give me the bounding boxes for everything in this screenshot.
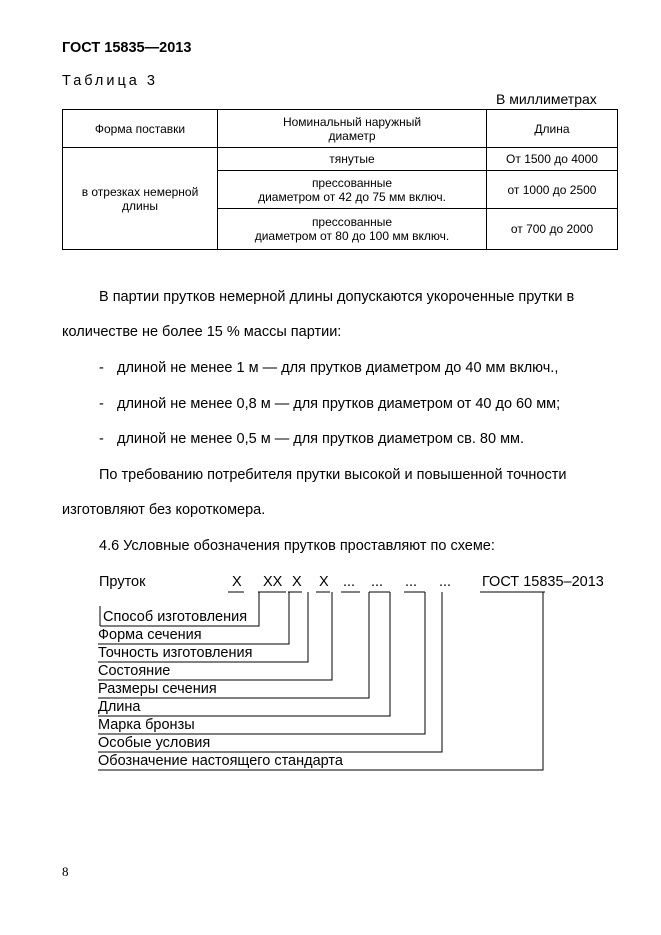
schema-slot: ... (343, 574, 356, 590)
schema-slot: ... (371, 574, 384, 590)
paragraph-line: В партии прутков немерной длины допускаются укороченные прутки в (99, 289, 575, 305)
schema-slot: Х (319, 574, 329, 590)
schema-slot: Х (232, 574, 242, 590)
schema-standard: ГОСТ 15835–2013 (482, 574, 604, 590)
paragraph-line: По требованию потребителя прутки высокой и повышенной точности (99, 467, 567, 483)
bullet-marker: - (99, 360, 104, 376)
schema-label-length: Длина (98, 699, 141, 715)
schema-label-manufacturing-accuracy: Точность изготовления (98, 645, 253, 661)
column-header-diameter: Номинальный наружный диаметр (218, 110, 487, 148)
column-header-supply-form: Форма поставки (63, 110, 218, 148)
schema-label-standard-designation: Обозначение настоящего стандарта (98, 753, 343, 769)
schema-label-section-shape: Форма сечения (98, 627, 202, 643)
bullet-item: длиной не менее 1 м — для прутков диаметром до 40 мм включ., (117, 360, 559, 376)
schema-slot: ... (439, 574, 452, 590)
bullet-item: длиной не менее 0,8 м — для прутков диаметром от 40 до 60 мм; (117, 396, 561, 412)
table-cell-diameter: тянутые (218, 148, 487, 171)
bullet-item: длиной не менее 0,5 м — для прутков диаметром св. 80 мм. (117, 431, 525, 447)
bullet-marker: - (99, 396, 104, 412)
column-header-length: Длина (487, 110, 618, 148)
schema-product-name: Пруток (99, 574, 146, 590)
schema-label-condition: Состояние (98, 663, 171, 679)
bullet-marker: - (99, 431, 104, 447)
schema-label-manufacturing-method: Способ изготовления (103, 609, 248, 625)
table-cell-diameter: прессованные диаметром от 80 до 100 мм включ. (218, 209, 487, 250)
schema-slot: Х (292, 574, 302, 590)
paragraph-line: изготовляют без короткомера. (62, 502, 266, 518)
table-cell-length: от 1000 до 2500 (487, 171, 618, 209)
table-cell-supply-form: в отрезках немерной длины (63, 148, 218, 250)
table-cell-diameter: прессованные диаметром от 42 до 75 мм включ. (218, 171, 487, 209)
schema-slot: ... (405, 574, 418, 590)
schema-label-bronze-grade: Марка бронзы (98, 717, 195, 733)
document-header: ГОСТ 15835—2013 (62, 40, 192, 56)
table-caption: Таблица 3 (62, 73, 158, 89)
schema-label-special-conditions: Особые условия (98, 735, 211, 751)
table-cell-length: от 700 до 2000 (487, 209, 618, 250)
page-number: 8 (62, 864, 69, 879)
paragraph-line: количестве не более 15 % массы партии: (62, 324, 342, 340)
table-units-note: В миллиметрах (496, 91, 597, 107)
schema-slot: ХХ (263, 574, 283, 590)
schema-label-section-dimensions: Размеры сечения (98, 681, 217, 697)
table-cell-length: От 1500 до 4000 (487, 148, 618, 171)
section-heading: 4.6 Условные обозначения прутков проставляют по схеме: (99, 538, 495, 554)
